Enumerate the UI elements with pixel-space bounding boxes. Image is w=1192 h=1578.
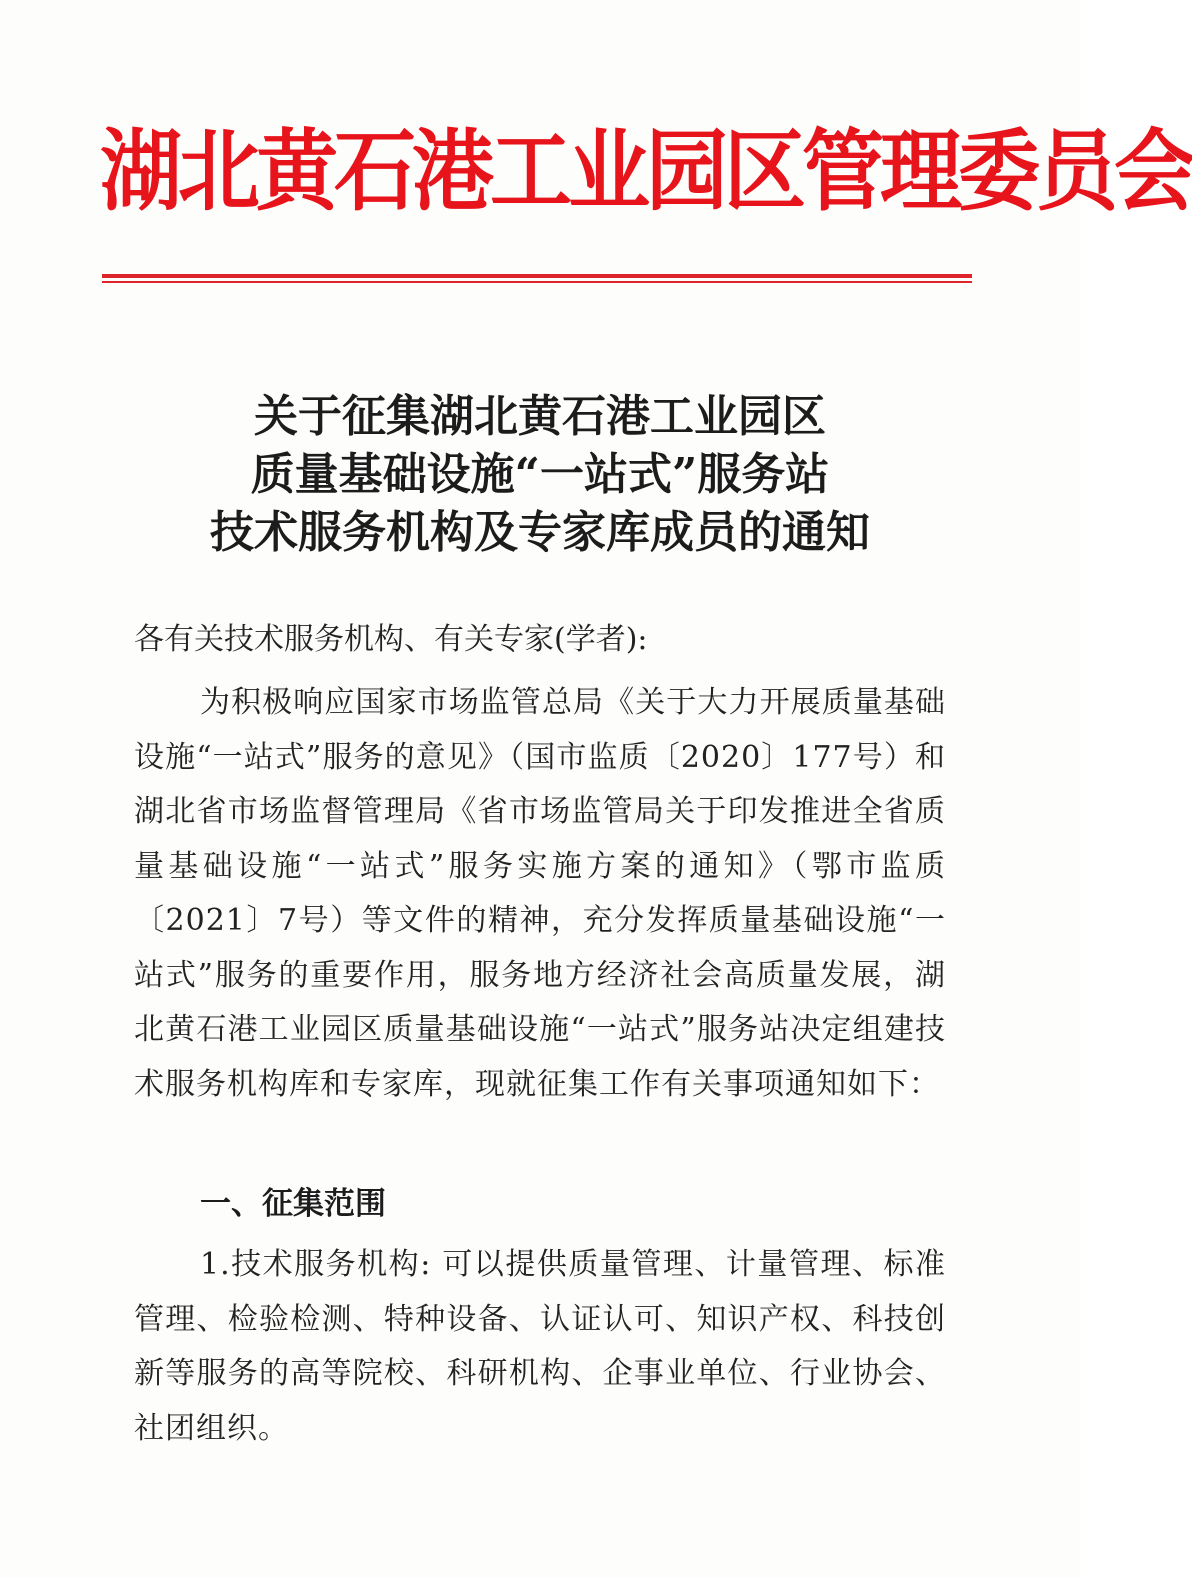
section-heading-scope: 一、征集范围 (200, 1186, 386, 1222)
intro-paragraph: 为积极响应国家市场监管总局《关于大力开展质量基础设施“一站式”服务的意见》（国市监质〔2020〕177号）和湖北省市场监督管理局《省市场监管局关于印发推进全省质量基础设施“一站式”服务实施方案的通知》（鄂市监质〔2021〕7号）等文件的精神，充分发挥质量基础设施“一站式”服务的重要作用，服务地方经济社会高质量发展，湖北黄石港工业园区质量基础设施“一站式”服务站决定组建技术服务机构库和专家库，现就征集工作有关事项通知如下： (134, 685, 946, 1102)
document-title (140, 388, 940, 562)
salutation: 各有关技术服务机构、有关专家(学者): (134, 622, 648, 657)
title-line-2: 质量基础设施“一站式”服务站 (250, 449, 830, 500)
organization-letterhead: 湖北黄石港工业园区管理委员会 (100, 121, 1192, 224)
scope-item-1: 1.技术服务机构: 可以提供质量管理、计量管理、标准管理、检验检测、特种设备、认证认可、知识产权、科技创新等服务的高等院校、科研机构、企事业单位、行业协会、社团组织。 (134, 1247, 946, 1446)
title-line-3: 技术服务机构及专家库成员的通知 (210, 507, 870, 558)
red-rule-thick-line (102, 274, 972, 278)
title-line-1: 关于征集湖北黄石港工业园区 (254, 391, 826, 442)
red-rule-thin-line (102, 281, 972, 283)
